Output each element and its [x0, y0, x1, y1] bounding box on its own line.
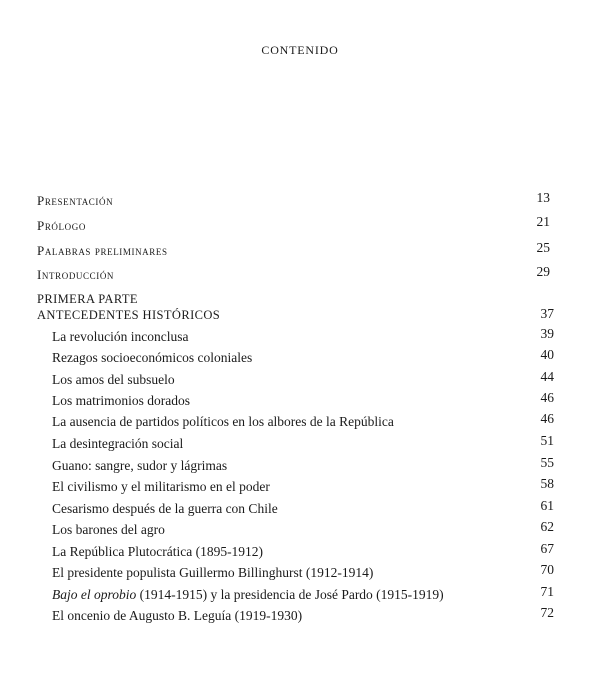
toc-chapter: Los amos del subsuelo	[52, 372, 175, 387]
toc-page-prologo: 21	[536, 214, 550, 229]
toc-chapter-page: 67	[540, 541, 554, 556]
toc-chapter-page: 40	[540, 347, 554, 362]
toc-chapter-page: 72	[540, 605, 554, 620]
toc-chapter-page: 39	[540, 326, 554, 341]
toc-chapter-page: 62	[540, 519, 554, 534]
toc-chapter: Los matrimonios dorados	[52, 393, 190, 408]
part-heading-line1: PRIMERA PARTE	[37, 292, 138, 306]
toc-chapter-page: 46	[540, 411, 554, 426]
toc-chapter-italic-part: Bajo el oprobio	[52, 587, 137, 602]
toc-chapter: La revolución inconclusa	[52, 329, 189, 344]
toc-chapter: Rezagos socioeconómicos coloniales	[52, 350, 253, 365]
toc-chapter: La desintegración social	[52, 436, 184, 451]
toc-chapter: El oncenio de Augusto B. Leguía (1919-1930)	[52, 608, 303, 623]
toc-chapter-page: 55	[540, 455, 554, 470]
toc-chapter	[52, 587, 444, 603]
toc-page-palabras-preliminares: 25	[536, 240, 550, 255]
toc-chapter: Guano: sangre, sudor y lágrimas	[52, 458, 228, 473]
toc-page-presentacion: 13	[536, 190, 550, 205]
toc-chapter-page: 71	[540, 584, 554, 599]
toc-chapter-page: 44	[540, 369, 554, 384]
toc-chapter-page: 46	[540, 390, 554, 405]
toc-entry-palabras-preliminares: Palabras preliminares	[37, 243, 168, 258]
toc-chapter: Cesarismo después de la guerra con Chile	[52, 501, 278, 516]
toc-chapter: La República Plutocrática (1895-1912)	[52, 544, 264, 559]
toc-chapter: El presidente populista Guillermo Billinghurst (1912-1914)	[52, 565, 374, 580]
toc-chapter-page: 70	[540, 562, 554, 577]
toc-chapter-rest: (1914-1915) y la presidencia de José Pardo (1915-1919)	[136, 587, 444, 602]
toc-chapter-page: 58	[540, 476, 554, 491]
toc-page-part: 37	[540, 306, 554, 321]
toc-entry-presentacion: Presentación	[37, 193, 114, 208]
toc-chapter-page: 61	[540, 498, 554, 513]
toc-chapter: Los barones del agro	[52, 522, 165, 537]
part-heading-line2: ANTECEDENTES HISTÓRICOS	[37, 308, 221, 322]
toc-chapter-page: 51	[540, 433, 554, 448]
toc-chapter: El civilismo y el militarismo en el poder	[52, 479, 270, 494]
toc-entry-prologo: Prólogo	[37, 218, 86, 233]
toc-page-introduccion: 29	[536, 264, 550, 279]
toc-chapter: La ausencia de partidos políticos en los albores de la República	[52, 414, 394, 429]
toc-entry-introduccion: Introducción	[37, 267, 115, 282]
page-title: CONTENIDO	[261, 43, 339, 57]
